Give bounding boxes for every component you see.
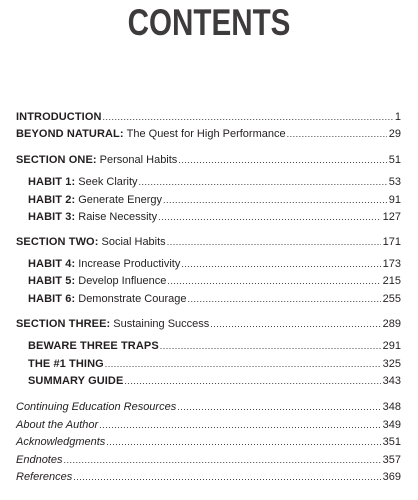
dot-leader [105, 357, 381, 371]
toc-entry-subtitle: Social Habits [101, 236, 166, 248]
toc-entry-label: HABIT 1: [28, 176, 76, 188]
toc-page-number: 53 [388, 176, 401, 188]
toc-entry-label: SECTION ONE: [16, 154, 97, 166]
toc-page-number: 349 [382, 419, 401, 431]
toc-entry-about-the-author[interactable] [16, 418, 401, 432]
toc-page-number: 357 [382, 454, 401, 466]
toc-entry-label: INTRODUCTION [16, 111, 102, 123]
toc-entry-acknowledgments[interactable] [16, 435, 401, 449]
toc-entry-section-one[interactable] [16, 153, 401, 167]
toc-entry-section-two[interactable] [16, 235, 401, 249]
toc-page-number: 255 [382, 293, 401, 305]
toc-entry-subtitle: Sustaining Success [113, 318, 210, 330]
dot-leader [139, 175, 387, 189]
toc-entry-introduction[interactable] [16, 110, 401, 124]
toc-entry-label: SUMMARY GUIDE [28, 375, 124, 387]
toc-entry-label: BEWARE THREE TRAPS [28, 340, 159, 352]
dot-leader [210, 317, 380, 331]
toc-entry-subtitle: Personal Habits [99, 154, 178, 166]
toc-page-number: 173 [382, 258, 401, 270]
toc-entry-subtitle: Seek Clarity [78, 176, 138, 188]
dot-leader [177, 400, 380, 414]
toc-entry-habit-6[interactable] [28, 292, 401, 306]
dot-leader [106, 435, 380, 449]
toc-entry-label: SECTION TWO: [16, 236, 99, 248]
toc-entry-label: About the Author [16, 419, 99, 431]
toc-entry-references[interactable] [16, 470, 401, 484]
toc-entry-beyond-natural[interactable] [16, 127, 401, 141]
toc-page-number: 91 [388, 194, 401, 206]
toc-entry-habit-4[interactable] [28, 257, 401, 271]
toc-entry-subtitle: Demonstrate Courage [78, 293, 187, 305]
dot-leader [167, 274, 380, 288]
toc-entry-habit-5[interactable] [28, 274, 401, 288]
toc-entry-label: Acknowledgments [16, 436, 106, 448]
toc-entry-endnotes[interactable] [16, 453, 401, 467]
dot-leader [181, 257, 380, 271]
toc-entry-section-three[interactable] [16, 317, 401, 331]
toc-entry-label: SECTION THREE: [16, 318, 111, 330]
dot-leader [287, 127, 387, 141]
toc-page-number: 351 [382, 436, 401, 448]
toc-entry-label: HABIT 2: [28, 194, 76, 206]
toc-entry-beware-three-traps[interactable] [28, 339, 401, 353]
toc-page-number: 369 [382, 471, 401, 483]
toc-entry-subtitle: Raise Necessity [78, 211, 158, 223]
toc-page-number: 289 [382, 318, 401, 330]
toc-entry-label: HABIT 5: [28, 275, 76, 287]
dot-leader [160, 339, 381, 353]
dot-leader [167, 235, 381, 249]
toc-entry-subtitle: Increase Productivity [78, 258, 181, 270]
toc-entry-label: Continuing Education Resources [16, 401, 177, 413]
toc-page-number: 343 [382, 375, 401, 387]
dot-leader [163, 193, 387, 207]
toc-entry-label: HABIT 3: [28, 211, 76, 223]
dot-leader [124, 374, 380, 388]
toc-page-number: 171 [382, 236, 401, 248]
dot-leader [63, 453, 380, 467]
page-title: CONTENTS [127, 2, 291, 43]
toc-entry-habit-1[interactable] [28, 175, 401, 189]
toc-entry-subtitle: Develop Influence [78, 275, 167, 287]
toc-page-number: 29 [388, 128, 401, 140]
toc-page-number: 51 [388, 154, 401, 166]
toc-entry-label: Endnotes [16, 454, 63, 466]
toc-entry-subtitle: The Quest for High Performance [126, 128, 286, 140]
toc-page-number: 127 [382, 211, 401, 223]
toc-entry-habit-3[interactable] [28, 210, 401, 224]
dot-leader [187, 292, 380, 306]
toc-entry-label: BEYOND NATURAL: [16, 128, 124, 140]
toc-entry-subtitle: Generate Energy [78, 194, 163, 206]
dot-leader [99, 418, 380, 432]
toc-entry-continuing-education[interactable] [16, 400, 401, 414]
toc-entry-label: THE #1 THING [28, 358, 104, 370]
toc-page-number: 325 [382, 358, 401, 370]
dot-leader [178, 153, 386, 167]
toc-page-number: 1 [394, 111, 401, 123]
dot-leader [158, 210, 381, 224]
toc-entry-summary-guide[interactable] [28, 374, 401, 388]
toc-entry-the-one-thing[interactable] [28, 357, 401, 371]
toc-page-number: 215 [382, 275, 401, 287]
toc-entry-label: HABIT 4: [28, 258, 76, 270]
toc-page-number: 348 [382, 401, 401, 413]
toc-page-number: 291 [382, 340, 401, 352]
dot-leader [103, 110, 393, 124]
toc-entry-label: HABIT 6: [28, 293, 76, 305]
toc-entry-habit-2[interactable] [28, 193, 401, 207]
dot-leader [73, 470, 380, 484]
toc-entry-label: References [16, 471, 73, 483]
